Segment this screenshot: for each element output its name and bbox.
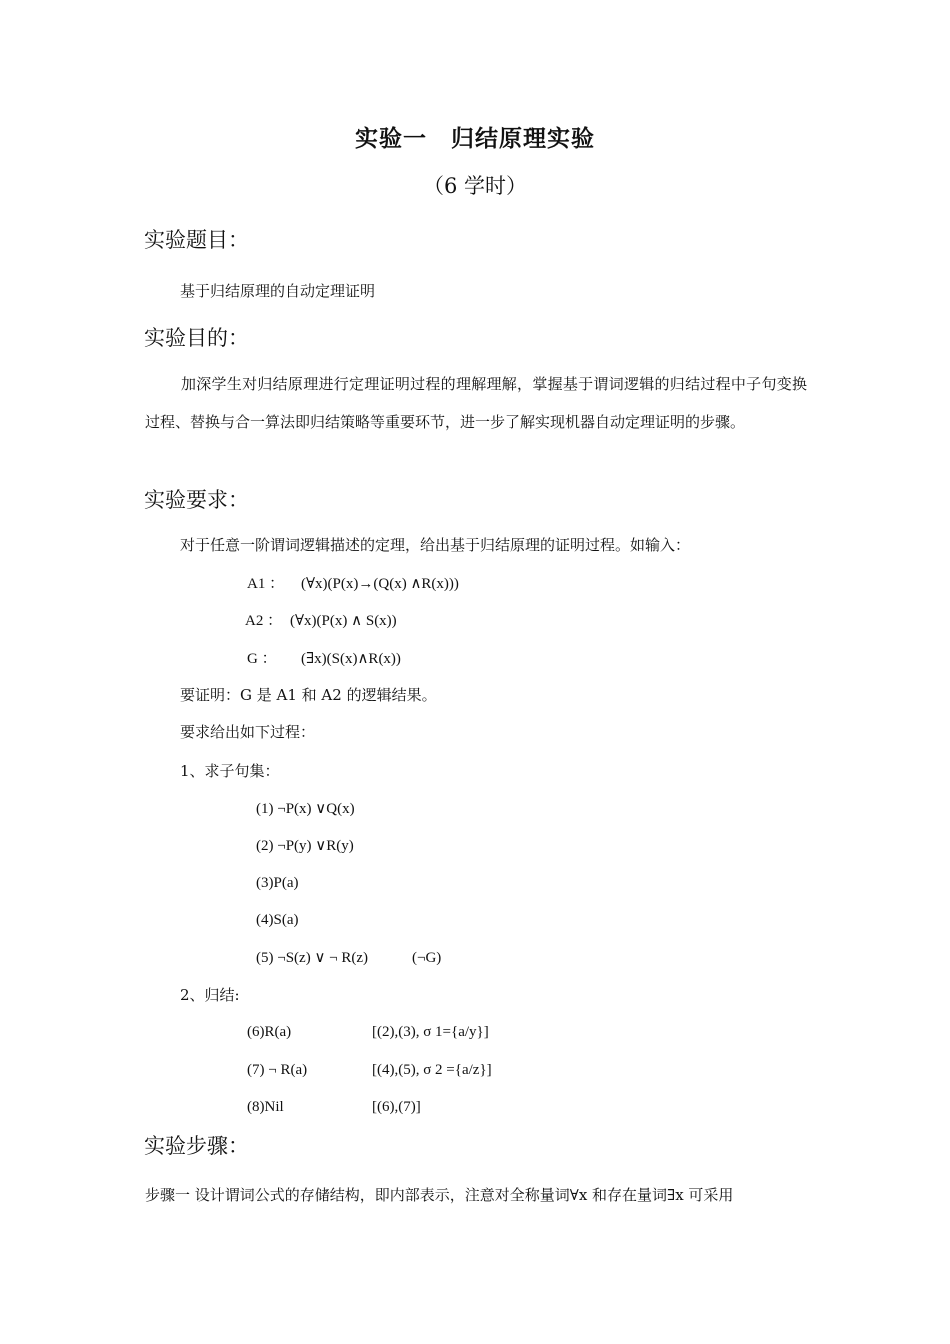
resolution-8-result: (8)Nil — [247, 1099, 284, 1115]
resolution-8-detail: [(6),(7)] — [372, 1099, 421, 1115]
resolution-6-result: (6)R(a) — [247, 1024, 292, 1040]
input-a2-label: A2 ： — [245, 613, 283, 629]
section-heading-purpose: 实验目的： — [144, 326, 249, 350]
section-heading-requirement: 实验要求： — [144, 488, 249, 512]
step-one-text: 步骤一 设计谓词公式的存储结构，即内部表示，注意对全称量词∀x 和存在量词∃x 可采用 — [145, 1186, 734, 1204]
page-title: 实验一 归结原理实验 — [355, 125, 595, 152]
input-g-label: G ： — [247, 651, 277, 667]
resolution-7-result: (7) ¬ R(a) — [247, 1062, 308, 1078]
page-subtitle: （6 学时） — [422, 174, 528, 198]
resolution-7-detail: [(4),(5), σ 2 ={a/z}] — [372, 1062, 492, 1078]
section-heading-topic: 实验题目： — [144, 228, 249, 252]
section-heading-steps: 实验步骤： — [144, 1134, 249, 1158]
input-g-formula: (∃x)(S(x)∧R(x)) — [301, 651, 401, 667]
clause-1: (1) ¬P(x) ∨Q(x) — [256, 801, 355, 817]
input-a2-formula: (∀x)(P(x) ∧ S(x)) — [290, 613, 397, 629]
clause-3: (3)P(a) — [256, 875, 299, 891]
resolution-6-detail: [(2),(3), σ 1={a/y}] — [372, 1024, 489, 1040]
clause-4: (4)S(a) — [256, 912, 299, 928]
clause-5-note: (¬G) — [412, 950, 442, 966]
process-intro: 要求给出如下过程： — [180, 723, 316, 741]
prove-text: 要证明：G 是 A1 和 A2 的逻辑结果。 — [180, 686, 437, 704]
purpose-paragraph: 加深学生对归结原理进行定理证明过程的理解理解，掌握基于谓词逻辑的归结过程中子句变换过程、替换与合一算法即归结策略等重要环节，进一步了解实现机器自动定理证明的步骤。 — [145, 375, 807, 431]
clause-2: (2) ¬P(y) ∨R(y) — [256, 838, 354, 854]
topic-text: 基于归结原理的自动定理证明 — [180, 282, 376, 300]
input-a1-label: A1 ： — [247, 576, 285, 592]
step1-label: 1、求子句集： — [180, 762, 280, 780]
input-a1-formula: (∀x)(P(x)→(Q(x) ∧R(x))) — [301, 576, 459, 592]
step2-label: 2、归结: — [180, 986, 240, 1004]
clause-5: (5) ¬S(z) ∨ ¬ R(z) — [256, 950, 369, 966]
requirement-intro: 对于任意一阶谓词逻辑描述的定理，给出基于归结原理的证明过程。如输入： — [180, 536, 691, 554]
